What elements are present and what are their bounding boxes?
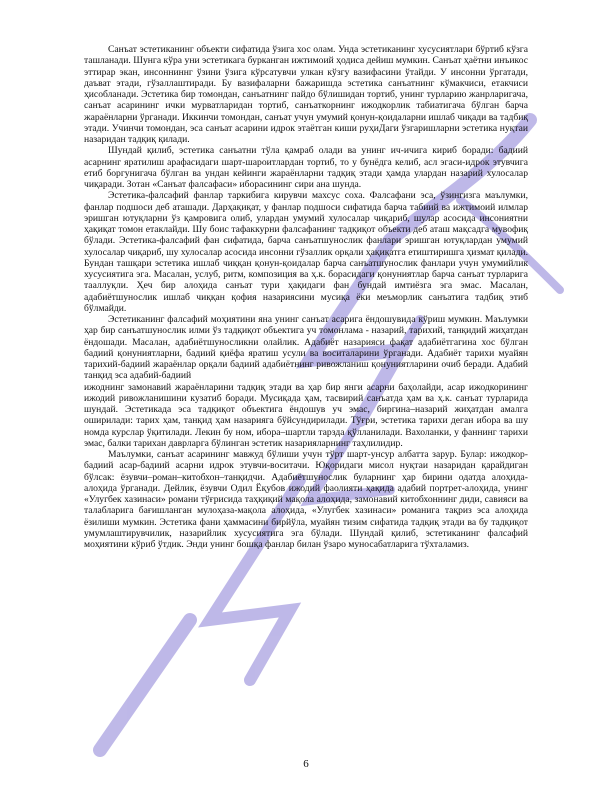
document-body bbox=[84, 44, 528, 550]
paragraph: Эстетиканинг фалсафий моҳиятини яна унинг санъат асарига ёндошувида кўриш мумкин. Маълумки ҳар бир санъатшунослик илми ўз тадқиқот объектига уч томонлама - назарий, тарихий, танқидий жиҳатдан ёндошади. Масалан, адабиётшуносликни олайлик. Адабиёт назарияси фақат адабиётгагина хос бўлган бадиий қонуниятларни, бадиий қиёфа яратиш усули ва воситаларини ўрганади. Адабиёт тарихи муайян тарихий-бадиий жараёнлар орқали бадиий адабиётнинг ривожланиш қонуниятларини очиб беради. Адабий танқид эса адабий-бадиий bbox=[84, 314, 528, 382]
paragraph: ижоднинг замонавий жараёнларини тадқиқ этади ва ҳар бир янги асарни баҳолайди, асар ижодкорининг ижодий ривожланишини кузатиб боради. Мусиқада ҳам, тасвирий санъатда ҳам ва ҳ.к. санъат турларида шундай. Эстетикада эса тадқиқот объектига ёндошув уч эмас, биргина–назарий жиҳатдан амалга оширилади: тарих ҳам, танқид ҳам назарияга бўйсундирилади. Тўғри, эстетика тарихи деган ибора ва шу номда курслар ўқитилади. Лекин бу ном, ибора–шартли тарзда қўлланилади. Вахоланки, у фаннинг тарихи эмас, балки тарихан даврларга бўлинган эстетик назарияларнинг таҳлилидир. bbox=[84, 381, 528, 449]
paragraph: Шундай қилиб, эстетика санъатни тўла қамраб олади ва унинг ич-ичига кириб боради: бадиий асарнинг яратилиш арафасидаги шарт-шароитлардан тортиб, то у бунёдга келиб, асл эгаси-идрок этувчига етиб боргунигача бўлган ва ундан кейинги жараёнларни тадқиқ этади ҳамда улардан назарий хулосалар чиқаради. Зотан «Санъат фалсафаси» иборасининг сири ана шунда. bbox=[84, 145, 528, 190]
paragraph: Санъат эстетиканинг объекти сифатида ўзига хос олам. Унда эстетиканинг хусусиятлари бўртиб кўзга ташланади. Шунга кўра уни эстетикага бурканган ижтимоий ҳодиса дейиш мумкин. Санъат ҳаётни инъикос эттирар экан, инсонниннг ўзини ўзига кўрсатувчи улкан кўзгу вазифасини ўтайди. У инсонни ўргатади, даъват этади, гўзаллаштиради. Бу вазифаларни бажаришда эстетика санъатнинг кўмакчиси, етакчиси ҳисобланади. Эстетика бир томондан, санъатнинг пайдо бўлишидан тортиб, унинг турларию жанрларигача, санъат асарининг ички мурватларидан тортиб, санъаткорнинг ижодкорлик табиатигача бўлган барча жараёнларни ўрганади. Иккинчи томондан, санъат учун умумий қонун-қоидаларни ишлаб чиқади ва тадбиқ этади. Учинчи томондан, эса санъат асарини идрок этаётган киши руҳиДаги ўзгаришларни эстетика нуқтаи назаридан тадқиқ қилади. bbox=[84, 44, 528, 145]
paragraph: Маълумки, санъат асарининг мавжуд бўлиши учун тўрт шарт-унсур албатта зарур. Булар: ижодкор-бадиий асар-бадиий асарни идрок этувчи-воситачи. Юқоридаги мисол нуқтаи назаридан қарайдиган бўлсак: ёзувчи–роман–китобхон–танқидчи. Адабиётшунослик буларнинг ҳар бирини одатда алоҳида-алоҳида ўрганади. Дейлик, ёзувчи Одил Ёқубов ижодий фаолияти ҳақида адабий портрет-алоҳида, унинг «Улугбек хазинаси» романи тўғрисида таҳқиқий мақола алоҳида, замонавий китобхоннинг диди, савияси ва талабларига бағишланган мулоҳаза-мақола алоҳида, «Улугбек хазинаси» романига тақриз эса алоҳида ёзилиши мумкин. Эстетика фани ҳаммасини бирйўла, муайян тизим сифатида тадқиқ этади ва бу тадқиқот умумлаштирувчилик, назарийлик хусусиятига эга бўлади. Шундай қилиб, эстетиканинг фалсафий моҳиятини кўриб ўтдик. Энди унинг бошқа фанлар билан ўзаро муносабатларига тўхталамиз. bbox=[84, 449, 528, 550]
page-number: 6 bbox=[303, 758, 309, 770]
watermark-stroke-4 bbox=[100, 620, 190, 750]
paragraph: Эстетика-фалсафий фанлар таркибига кирувчи махсус соха. Фалсафани эса, ўзингизга маълумки, фанлар подшоси деб аташади. Дарҳақиқат, у фанлар подшоси сифатида барча табиий ва ижтимоий илмлар эришган ютуқларни ўз қамровига олиб, улардан умумий хулосалар чиқариб, шулар асосида инсониятни ҳақиқат томон етаклайди. Шу боис тафаккурни фалсафанинг тадқиқот объекти деб аташ мақсадга мувофиқ бўлади. Эстетика-фалсафий фан сифатида, барча санъатшунослик фанлари эришган ютуқлардан умумий хулосалар чиқариб, шу хулосалар асосида инсонни гўзаллик орқали ҳақиқатга етиштиришга ҳизмат қилади. Бундан ташқари эстетика ишлаб чиққан қонун-қоидалар барча санъатшунослик фанлари учун умумийлик хусусиятига эга. Масалан, услуб, ритм, композиция ва ҳ.к. борасидаги қонуниятлар барча санъат турларига тааллуқли. Ҳеч бир алоҳида санъат тури ҳақидаги фан бундай имтиёзга эга эмас. Масалан, адабиётшунослик ишлаб чиққан қофия назариясини мусиқа ёки меъморлик санъатига тадбиқ этиб бўлмайди. bbox=[84, 190, 528, 314]
